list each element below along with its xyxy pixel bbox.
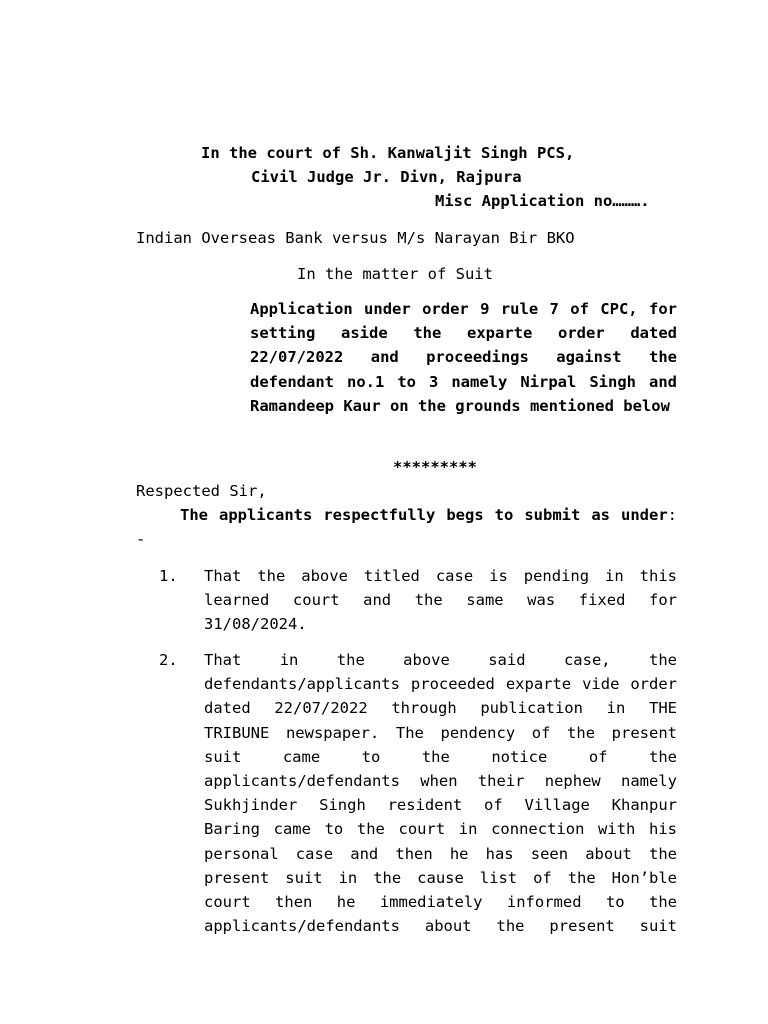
intro-tail: : - [136,506,677,549]
paragraph-text: That in the above said case, the defendants/applicants proceeded exparte vide order dated 22/07/2022 through publication in THE TRIBUNE newspaper. The pendency of the present suit came to the notice of the applicants/defendants when their nephew namely Sukhjinder Singh resident of Village Khanpur Baring came to the court in connection with his personal case and then he has seen about the present suit in the cause list of the Hon’ble court then he immediately informed to the applicants/defendants about the present suit [204,651,677,936]
case-title: Indian Overseas Bank versus M/s Narayan Bir BKO [136,229,575,247]
paragraph-number: 1. [159,567,178,585]
paragraph-number: 2. [159,651,178,669]
court-heading: In the court of Sh. Kanwaljit Singh PCS, [201,144,575,162]
paragraph-text: That the above titled case is pending in this learned court and the same was fixed for 31/08/2024. [204,567,677,634]
intro-paragraph [136,503,677,551]
salutation: Respected Sir, [136,482,267,500]
application-description: Application under order 9 rule 7 of CPC, for setting aside the exparte order dated 22/07/2022 and proceedings against the defendant no.1 to 3 namely Nirpal Singh and Ramandeep Kaur on the grounds mentioned below [250,300,677,415]
matter-line: In the matter of Suit [297,265,493,283]
separator: ********* [393,458,477,476]
judge-heading: Civil Judge Jr. Divn, Rajpura [251,168,522,186]
misc-application-heading: Misc Application no………. [435,192,650,210]
intro-bold: The applicants respectfully begs to submit as under [180,506,668,524]
